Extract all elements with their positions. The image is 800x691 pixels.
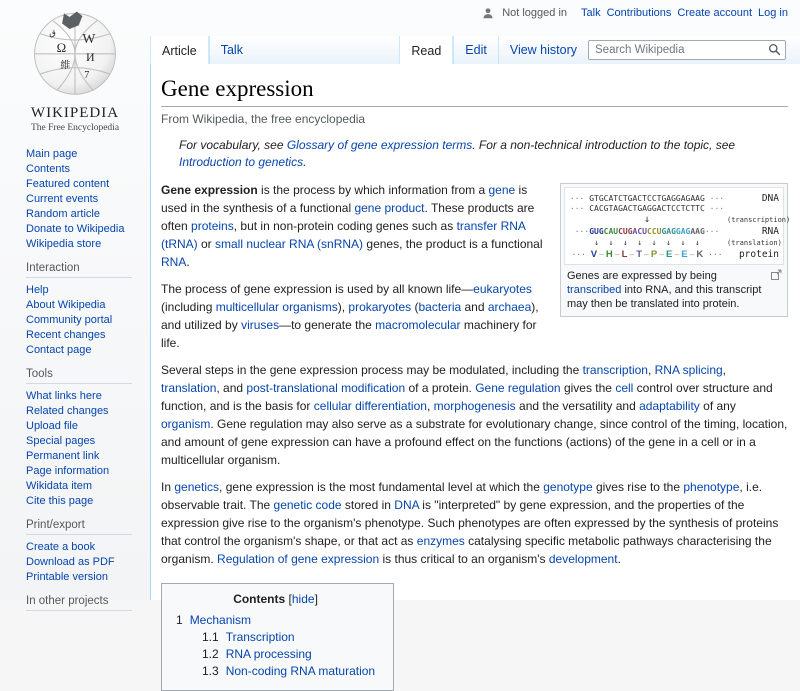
- paragraph: [161, 361, 788, 469]
- dna-strand-top: ··· GTGCATCTGACTCCTGAGGAGAAG ···: [569, 194, 725, 203]
- inline-link[interactable]: translation: [161, 381, 217, 395]
- inline-link[interactable]: genotype: [543, 480, 593, 494]
- sidebar-item-download-as-pdf[interactable]: Download as PDF: [26, 556, 115, 568]
- text-run: Genes are expressed by being: [567, 270, 717, 282]
- transcription-label: (transcription): [727, 215, 791, 224]
- dna-strand-bottom: ··· CACGTAGACTGAGGACTCCTCTTC ···: [569, 204, 725, 213]
- sidebar-item-random-article[interactable]: Random article: [26, 208, 100, 220]
- magnify-icon[interactable]: [771, 269, 782, 280]
- text-run: The process of gene expression is used by all known life—: [161, 282, 474, 296]
- protein-residue: L: [621, 249, 628, 260]
- inline-link[interactable]: archaea: [487, 300, 532, 314]
- translation-arrow: ↓: [651, 238, 657, 247]
- protein-residue: P: [650, 249, 658, 260]
- page-title: Gene expression: [161, 76, 788, 107]
- sidebar-item-upload-file[interactable]: Upload file: [26, 420, 78, 432]
- sidebar-item-contents[interactable]: Contents: [26, 163, 71, 175]
- svg-text:ق: ق: [49, 28, 56, 38]
- svg-text:維: 維: [60, 60, 71, 72]
- text-run: Gene expression: [161, 183, 258, 197]
- rna-strand: ···GUGCAUCUGACUCCUGAGGAGAAG···: [574, 227, 720, 236]
- hatnote: [179, 137, 788, 171]
- text-run: stored in: [341, 498, 395, 512]
- personal-link-log-in[interactable]: Log in: [758, 7, 788, 19]
- sidebar-nav: [0, 133, 150, 611]
- text-run: gives rise to the: [592, 480, 684, 494]
- inline-link[interactable]: transcribed: [567, 284, 622, 296]
- sidebar-item-community-portal[interactable]: Community portal: [26, 314, 113, 326]
- text-run: , gene expression is the most fundamental level at which the: [219, 480, 544, 494]
- sidebar-item-create-a-book[interactable]: Create a book: [26, 541, 96, 553]
- rna-codon: GUG: [589, 227, 604, 236]
- inline-link[interactable]: phenotype: [683, 480, 740, 494]
- article-content: [150, 64, 800, 678]
- text-run: .: [303, 155, 307, 169]
- inline-link[interactable]: adaptability: [639, 399, 700, 413]
- gene-expression-diagram[interactable]: [564, 187, 791, 265]
- sidebar-section-title: Print/export: [26, 519, 132, 535]
- svg-text:7: 7: [84, 69, 90, 81]
- wikipedia-wordmark: WIKIPEDIA: [30, 105, 120, 121]
- inline-link[interactable]: small nuclear RNA (snRNA): [215, 237, 364, 251]
- inline-link[interactable]: transcription: [582, 363, 648, 377]
- paragraph: [161, 478, 788, 568]
- inline-link[interactable]: enzymes: [416, 534, 465, 548]
- toc-number: 1.2: [202, 647, 219, 661]
- search-input[interactable]: [588, 40, 786, 60]
- text-run: .: [617, 552, 621, 566]
- text-run: and: [461, 300, 488, 314]
- protein-residue: H: [605, 249, 613, 260]
- inline-link[interactable]: Glossary of gene expression terms: [286, 138, 473, 152]
- rna-codon: GAG: [661, 227, 676, 236]
- inline-link[interactable]: development: [548, 552, 618, 566]
- tab-edit[interactable]: Edit: [453, 36, 498, 64]
- wikipedia-tagline: The Free Encyclopedia: [30, 123, 120, 133]
- personal-links: [575, 7, 788, 19]
- protein-separator: –: [689, 250, 695, 259]
- toc-link-mechanism[interactable]: Mechanism: [189, 613, 252, 627]
- puzzle-globe-icon: [29, 6, 121, 98]
- inline-link[interactable]: viruses: [241, 318, 280, 332]
- wikipedia-logo[interactable]: [0, 0, 150, 133]
- rna-codon: CUG: [618, 227, 633, 236]
- text-run: is thus critical to an organism's: [379, 552, 549, 566]
- text-run: ,: [426, 399, 434, 413]
- inline-link[interactable]: multicellular organisms: [215, 300, 338, 314]
- toc-row: [176, 612, 375, 629]
- text-run: ,: [647, 363, 655, 377]
- inline-link[interactable]: genetics: [174, 480, 220, 494]
- text-run: Several steps in the gene expression process may be modulated, including the: [161, 363, 583, 377]
- translation-label: (translation): [727, 238, 782, 247]
- protein-residue: E: [681, 249, 688, 260]
- text-run: ),: [337, 300, 349, 314]
- protein-separator: –: [659, 250, 665, 259]
- sidebar-section-title: Tools: [26, 368, 132, 384]
- svg-text:Ω: Ω: [56, 40, 67, 55]
- tab-read[interactable]: Read: [399, 36, 453, 65]
- sidebar-item-donate-to-wikipedia[interactable]: Donate to Wikipedia: [26, 223, 125, 235]
- thumbnail-box: [560, 183, 791, 317]
- rna-codon: ACU: [632, 227, 647, 236]
- text-run: of a protein.: [405, 381, 476, 395]
- text-run: machinery for life.: [161, 318, 537, 350]
- inline-link[interactable]: cell: [615, 381, 634, 395]
- rna-codon: CCU: [647, 227, 662, 236]
- text-run: is "interpreted" by gene expression, and the properties of the expression give rise to the organism's phenotype. Such phenotypes are often expressed by the synthesis of proteins that control the organism's shape, or that act as: [161, 498, 779, 548]
- text-run: genes, the product is a functional: [363, 237, 543, 251]
- toc-items: [176, 612, 375, 680]
- svg-text:И: И: [86, 50, 95, 65]
- toc-link-rna-processing[interactable]: RNA processing: [225, 647, 312, 661]
- tab-bar: [150, 36, 800, 65]
- text-run: , i.e. observable trait. The: [161, 480, 763, 512]
- text-run: catalysing specific metabolic pathways characterising the organism.: [161, 534, 772, 566]
- text-run: gives the: [560, 381, 616, 395]
- personal-bar: [482, 7, 788, 19]
- translation-arrow: ↓: [666, 238, 671, 247]
- text-run: —to generate the: [279, 318, 376, 332]
- rna-label: RNA: [761, 226, 779, 237]
- text-run: For vocabulary, see: [179, 138, 287, 152]
- text-run: (including: [161, 300, 216, 314]
- inline-link[interactable]: genetic code: [273, 498, 342, 512]
- sidebar-item-current-events[interactable]: Current events: [26, 193, 99, 205]
- toc-link-transcription[interactable]: Transcription: [225, 630, 295, 644]
- text-run: or: [197, 237, 216, 251]
- sidebar-item-page-information[interactable]: Page information: [26, 465, 110, 477]
- text-run: . These products are often: [161, 201, 535, 233]
- translation-arrows: [567, 238, 727, 247]
- protein-sequence: ··· V – H – L – T – P – E – E – K ···: [571, 249, 723, 260]
- translation-arrow: ↓: [594, 238, 600, 247]
- sidebar-item-related-changes[interactable]: Related changes: [26, 405, 109, 417]
- text-run: into RNA, and this transcript may then be translated into protein.: [567, 284, 762, 310]
- sidebar-item-printable-version[interactable]: Printable version: [26, 571, 108, 583]
- inline-link[interactable]: post-translational modification: [246, 381, 406, 395]
- toc-row: [202, 646, 375, 663]
- rna-codon: CAU: [603, 227, 619, 236]
- tab-article[interactable]: Article: [150, 36, 209, 65]
- sidebar-item-wikidata-item[interactable]: Wikidata item: [26, 480, 93, 492]
- sidebar-item-help[interactable]: Help: [26, 284, 49, 296]
- user-icon: [482, 7, 494, 19]
- inline-link[interactable]: macromolecular: [375, 318, 461, 332]
- text-run: is used in the synthesis of a functional: [161, 183, 528, 215]
- sidebar-item-recent-changes[interactable]: Recent changes: [26, 329, 106, 341]
- personal-link-contributions[interactable]: Contributions: [606, 7, 672, 19]
- inline-link[interactable]: prokaryotes: [348, 300, 412, 314]
- svg-text:W: W: [82, 30, 96, 46]
- site-subtitle: From Wikipedia, the free encyclopedia: [161, 112, 366, 126]
- translation-arrow: ↓: [608, 238, 614, 247]
- translation-arrow: ↓: [637, 238, 643, 247]
- dna-label: DNA: [761, 193, 779, 204]
- sidebar-item-permanent-link[interactable]: Permanent link: [26, 450, 100, 462]
- inline-link[interactable]: DNA: [394, 498, 419, 512]
- toc-row: [202, 629, 375, 646]
- text-run: control over structure and function, and is the basis for: [161, 381, 773, 413]
- sidebar-item-cite-this-page[interactable]: Cite this page: [26, 495, 94, 507]
- protein-residue: E: [666, 249, 673, 260]
- protein-residue: T: [636, 249, 643, 260]
- inline-link[interactable]: transfer RNA (tRNA): [161, 219, 526, 251]
- protein-separator: –: [629, 250, 635, 259]
- translation-arrow: ↓: [680, 238, 686, 247]
- translation-arrow: ↓: [623, 238, 628, 247]
- sidebar-item-what-links-here[interactable]: What links here: [26, 390, 102, 402]
- transcription-arrow: ↓: [643, 214, 651, 225]
- inline-link[interactable]: Gene regulation: [475, 381, 561, 395]
- toc-link-non-coding-rna-maturation[interactable]: Non-coding RNA maturation: [225, 664, 376, 678]
- protein-residue: K: [696, 249, 704, 260]
- tab-view-history[interactable]: View history: [498, 36, 588, 64]
- protein-separator: –: [614, 250, 620, 259]
- text-run: is the process by which information from a: [257, 183, 489, 197]
- sidebar-item-special-pages[interactable]: Special pages: [26, 435, 96, 447]
- protein-label: protein: [738, 249, 779, 260]
- inline-link[interactable]: RNA: [161, 255, 187, 269]
- sidebar-section-title: Interaction: [26, 262, 132, 278]
- rna-codon: AAG: [690, 227, 705, 236]
- text-run: In: [161, 480, 175, 494]
- personal-link-create-account[interactable]: Create account: [677, 7, 753, 19]
- text-run: . For a non-technical introduction to the topic, see: [472, 138, 736, 152]
- inline-link[interactable]: eukaryotes: [473, 282, 532, 296]
- view-tabs: [399, 36, 588, 64]
- sidebar-item-featured-content[interactable]: Featured content: [26, 178, 110, 190]
- text-run: .: [186, 255, 190, 269]
- text-run: , and: [216, 381, 247, 395]
- toc-number: 1: [176, 613, 183, 627]
- text-run: ), and utilized by: [161, 300, 539, 332]
- personal-link-talk[interactable]: Talk: [581, 7, 601, 19]
- toc-header: Contents [hide]: [233, 592, 318, 606]
- search-icon[interactable]: [768, 43, 781, 56]
- sidebar-item-contact-page[interactable]: Contact page: [26, 344, 92, 356]
- inline-link[interactable]: organism: [161, 417, 211, 431]
- text-run: , but in non-protein coding genes such as: [233, 219, 457, 233]
- rna-codon: GAG: [675, 227, 691, 236]
- inline-link[interactable]: gene: [488, 183, 516, 197]
- sidebar-item-main-page[interactable]: Main page: [26, 148, 78, 160]
- toc-row: [202, 663, 375, 680]
- text-run: ,: [722, 363, 727, 377]
- left-panel: [0, 0, 150, 607]
- text-run: (: [411, 300, 419, 314]
- search-zone: [588, 36, 800, 64]
- inline-link[interactable]: RNA splicing: [654, 363, 723, 377]
- text-run: . Gene regulation may also serve as a substrate for evolutionary change, since control of the timing, location, and amount of gene expression can have a profound effect on the functions (actions) of the gene in a cell or in a multicellular organism.: [161, 417, 788, 467]
- inline-link[interactable]: Introduction to genetics: [179, 155, 304, 169]
- protein-residue: V: [590, 249, 598, 260]
- inline-link[interactable]: proteins: [191, 219, 234, 233]
- text-run: and the versatility and: [515, 399, 640, 413]
- table-of-contents: [161, 583, 394, 691]
- toc-hide-link[interactable]: hide: [291, 592, 315, 606]
- tab-talk[interactable]: Talk: [209, 36, 254, 64]
- not-logged-in-label: Not logged in: [502, 7, 568, 19]
- sidebar-item-wikipedia-store[interactable]: Wikipedia store: [26, 238, 102, 250]
- inline-link[interactable]: Regulation of gene expression: [217, 552, 380, 566]
- toc-number: 1.1: [202, 630, 219, 644]
- inline-link[interactable]: morphogenesis: [433, 399, 516, 413]
- toc-title: Contents: [233, 592, 286, 606]
- protein-separator: –: [644, 250, 649, 259]
- inline-link[interactable]: cellular differentiation: [313, 399, 427, 413]
- namespace-tabs: [150, 36, 254, 64]
- inline-link[interactable]: gene product: [354, 201, 425, 215]
- text-run: of any: [699, 399, 736, 413]
- sidebar-section-title: In other projects: [26, 595, 132, 611]
- protein-separator: –: [599, 250, 604, 259]
- protein-separator: –: [674, 250, 680, 259]
- tab-spacer: [254, 36, 399, 64]
- translation-arrow: ↓: [694, 238, 700, 247]
- inline-link[interactable]: bacteria: [418, 300, 462, 314]
- toc-number: 1.3: [202, 664, 219, 678]
- thumbnail-caption: [564, 265, 784, 313]
- sidebar-item-about-wikipedia[interactable]: About Wikipedia: [26, 299, 106, 311]
